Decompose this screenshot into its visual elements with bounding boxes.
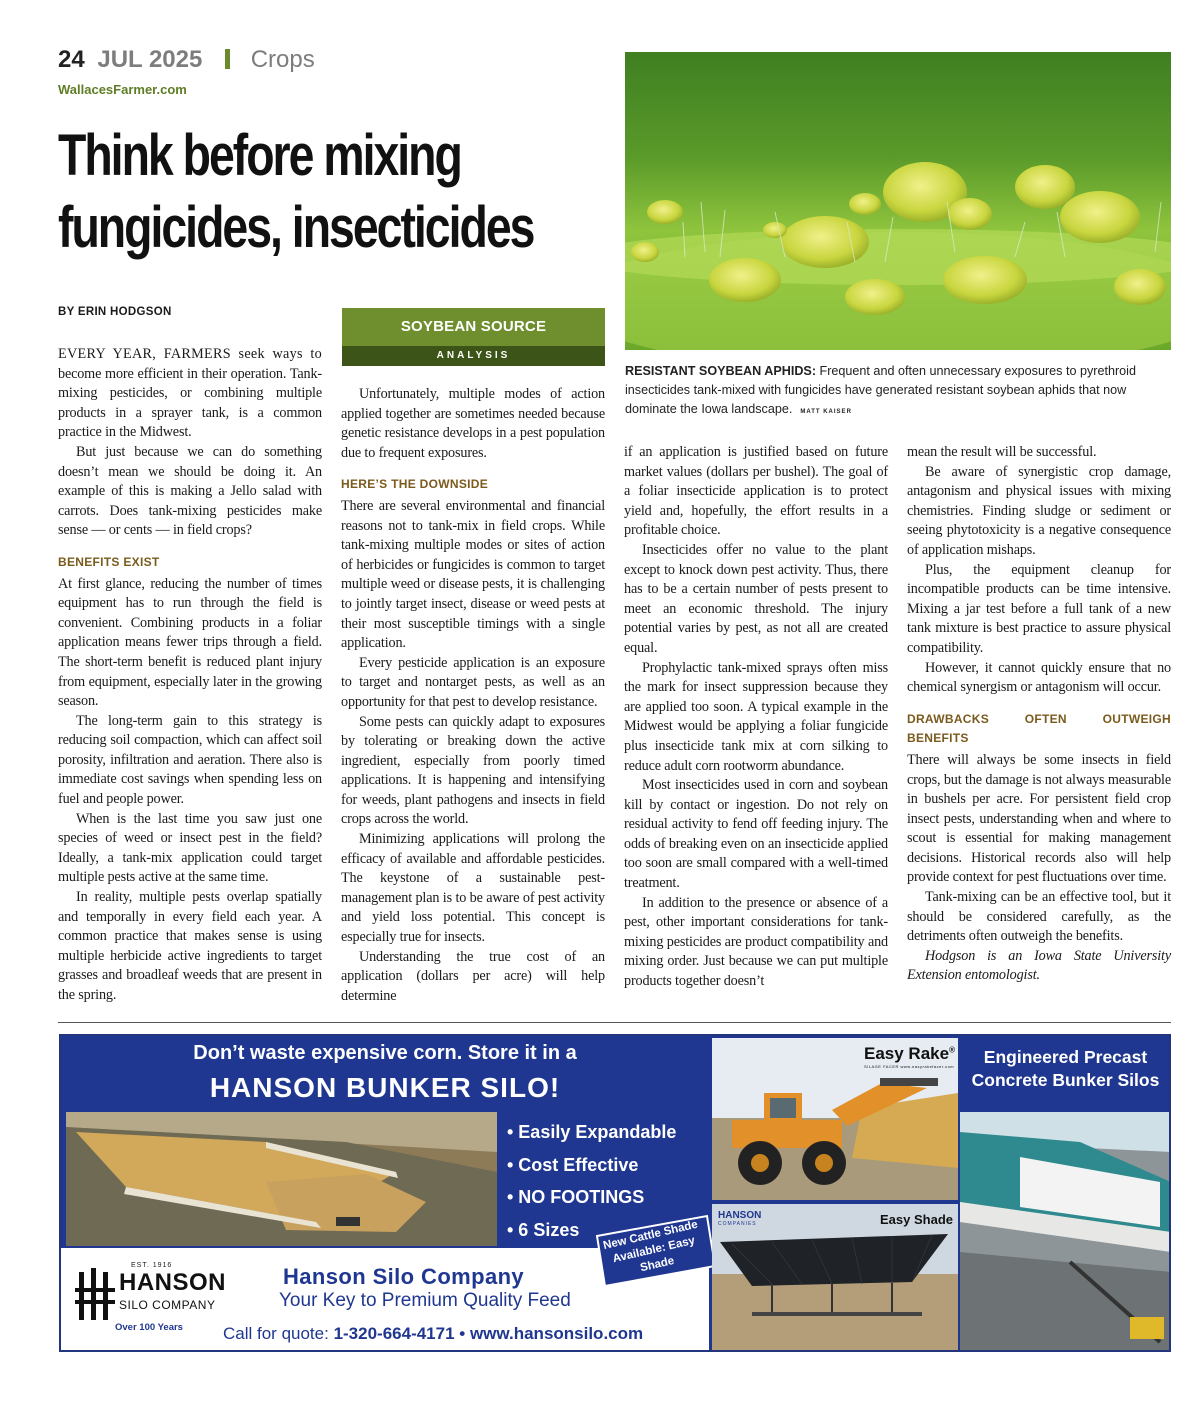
paragraph: Understanding the true cost of an application (dollars per acre) will help determine: [341, 948, 605, 1004]
logo-years: Over 100 Years: [115, 1322, 183, 1333]
paragraph: mean the result will be successful.: [907, 444, 1097, 460]
paragraph: EVERY YEAR, FARMERS seek ways to become more efficient in their operation. Tank-mixing pesticides, or combining multiple products in a sprayer tank, is a common practice in the Midwest.: [58, 346, 322, 441]
photo-caption: [625, 362, 1171, 422]
paragraph: Minimizing applications will prolong the efficacy of available and affordable pesticides. The keystone of a sustainable pest-management plan is to be aware of pest activity and yield loss potential. This concept is especially true for insects.: [341, 831, 605, 946]
precast-silo-photo: [960, 1112, 1171, 1350]
soybean-source-badge: [342, 308, 605, 366]
photo-credit: MATT KAISER: [800, 409, 852, 415]
paragraph: At first glance, reducing the number of times equipment has to run through the field is convenient. Combining products in a foliar application means fewer trips through a field. The short-term benefit is reduced plant injury from equipment, especially later in the growing season.: [58, 575, 322, 710]
ad-middle-panel: [712, 1036, 958, 1350]
paragraph: Some pests can quickly adapt to exposures by tolerating or breaking down the active ingredient, especially from poorly timed applications. It is happening and intensifying for weeds, plant pathogens and insects in field crops across the world.: [341, 713, 605, 828]
issue-date: JUL 2025: [97, 46, 203, 73]
paragraph: When is the last time you saw just one species of weed or insect pest in the field? Ideally, a tank-mix application could target multiple pests active at the same time.: [58, 810, 322, 886]
ad-left-panel: [61, 1036, 709, 1350]
subhead-drawbacks: DRAWBACKS OFTEN OUTWEIGH BENEFITS: [907, 711, 1171, 746]
section-name: Crops: [250, 46, 315, 73]
feature-item: • NO FOOTINGS: [507, 1187, 645, 1207]
call-prefix: Call for quote:: [223, 1324, 334, 1343]
paragraph: However, it cannot quickly ensure that no chemical synergism or antagonism will occur.: [907, 659, 1171, 696]
hanson-logo: [73, 1258, 233, 1350]
feature-item: • Cost Effective: [507, 1154, 639, 1175]
headline: [58, 120, 534, 264]
bunker-silo-photo: [66, 1112, 497, 1246]
cattle-shade-photo: [712, 1204, 958, 1350]
subhead-heres-the-downside: HERE’S THE DOWNSIDE: [341, 477, 489, 492]
paragraph: There are several environmental and financial reasons not to tank-mix in field crops. While tank-mixing multiple modes or sites of action of herbicides or fungicides is common to target multiple weed or disease pests, it is challenging to jointly target insect, disease or weed pests at their most susceptible timings with a single application.: [341, 497, 605, 652]
logo-wordmark: HANSON: [119, 1269, 227, 1296]
paragraph: In reality, multiple pests overlap spatially and temporally in every field each year. A common practice that makes sense is using multiple herbicide active ingredients to target grasses and broadleaf weeds that are present in the spring.: [58, 889, 322, 1003]
separator: •: [454, 1324, 470, 1343]
easy-rake-reg: ®: [949, 1045, 955, 1055]
ad-headline-2: HANSON BUNKER SILO!: [209, 1072, 561, 1103]
paragraph: Insecticides offer no value to the plant except to knock down pest activity. Thus, there has to be a certain number of pests present to meet an economic threshold. The injury potential varies by pest, as not all are created equal.: [624, 541, 888, 656]
paragraph: In addition to the presence or absence of a pest, other important considerations for tank-mixing pesticides are product compatibility and mixing order. Just because we can put multiple products together doesn’t: [624, 894, 888, 990]
caption-lead: RESISTANT SOYBEAN APHIDS:: [625, 364, 817, 378]
ad-headline-1: Don’t waste expensive corn. Store it in a: [193, 1042, 577, 1064]
call-for-quote: [223, 1324, 643, 1344]
page-number: 24: [58, 46, 85, 73]
site-url[interactable]: WallacesFarmer.com: [58, 82, 187, 97]
phone-number[interactable]: 1-320-664-4171: [333, 1324, 455, 1343]
ad-divider-rule: [58, 1022, 1171, 1023]
headline-line-1: Think before mixing: [58, 123, 461, 188]
easy-shade-logo: Easy Shade: [880, 1212, 953, 1227]
article-column-3: [624, 443, 888, 992]
easy-rake-sub: SILAGE FACER www.easyrakefacer.com: [864, 1064, 955, 1069]
caption-text: Frequent and often unnecessary exposures to pyrethroid insecticides tank-mixed with fungicides have generated resistant soybean aphids that now dominate the Iowa landscape.: [625, 364, 1136, 416]
byline: BY ERIN HODGSON: [58, 306, 172, 318]
badge-label: ANALYSIS: [342, 346, 605, 366]
feature-item: • 6 Sizes: [507, 1219, 580, 1240]
page-folio: [58, 46, 315, 74]
hanson-companies-logo: [718, 1210, 761, 1227]
paragraph: But just because we can do something doesn’t mean we should be doing it. An example of this is making a Jello salad with carrots. Does tank-mixing pesticides make sense — or cents — in field crops?: [58, 443, 322, 539]
engineered-heading: Engineered Precast Concrete Bunker Silos: [971, 1047, 1160, 1090]
author-note: Hodgson is an Iowa State University Extension entomologist.: [907, 947, 1171, 984]
paragraph: There will always be some insects in field crops, but the damage is not always measurable in bushels per acre. For persistent field crop insect pests, understanding when and where to scout is essential for making management decisions. Historical records also will help provide context for pest fluctuations over time.: [907, 751, 1171, 886]
feature-item: • Easily Expandable: [507, 1122, 677, 1142]
folio-divider: [225, 49, 230, 69]
headline-line-2: fungicides, insecticides: [58, 195, 534, 260]
paragraph: Prophylactic tank-mixed sprays often miss the mark for insect suppression because they are applied too soon. A typical example in the Midwest would be applying a foliar fungicide plus insecticide tank mix at corn silking to reduce adult corn rootworm abundance.: [624, 659, 888, 774]
website-link[interactable]: www.hansonsilo.com: [469, 1324, 644, 1343]
paragraph: Be aware of synergistic crop damage, antagonism and physical issues with mixing chemistries. Finding sludge or sediment or seeing phytotoxicity is a negative consequence of application mishaps.: [907, 463, 1171, 558]
hanson-companies-sub: COMPANIES: [718, 1221, 757, 1227]
article-column-4: [907, 443, 1171, 986]
logo-subtitle: SILO COMPANY: [119, 1298, 216, 1312]
paragraph: The long-term gain to this strategy is reducing soil compaction, which can affect soil porosity, infiltration and aeration. There also is immediate cost savings when spending less on fuel and people power.: [58, 712, 322, 808]
hanson-companies-word: HANSON: [718, 1210, 762, 1221]
aphid-photo: [625, 52, 1171, 350]
company-tagline: Your Key to Premium Quality Feed: [279, 1290, 571, 1311]
ad-right-panel: [960, 1036, 1171, 1350]
paragraph: Every pesticide application is an exposure to target and nontarget pests, as well as an opportunity for that pest to develop resistance.: [341, 654, 605, 710]
paragraph: if an application is justified based on future market values (dollars per bushel). The goal of a foliar insecticide application is to protect yield and, hopefully, the effort results in a profitable choice.: [624, 444, 888, 539]
silo-logo-icon: [73, 1266, 117, 1326]
easy-rake-logo: [864, 1044, 955, 1069]
paragraph: Most insecticides used in corn and soybean kill by contact or ingestion. Do not rely on residual activity to fend off feeding injury. The odds of breaking even on an insecticide applied too soon are small compared with a well-timed treatment.: [624, 777, 888, 892]
article-column-2: [341, 385, 605, 1006]
easy-rake-word: Easy Rake: [864, 1044, 950, 1063]
paragraph: Unfortunately, multiple modes of action applied together are sometimes needed because genetic resistance develops in a pest population due to frequent exposures.: [341, 386, 605, 461]
wheel-loader-photo: [712, 1038, 958, 1200]
burst-text: New Cattle Shade Available: Easy Shade: [602, 1218, 699, 1275]
hanson-silo-ad[interactable]: [59, 1034, 1171, 1352]
paragraph: Plus, the equipment cleanup for incompatible products can be time intensive. Mixing a jar test before a full tank of a new tank mixture is best practice to assure physical compatibility.: [907, 561, 1171, 656]
logo-est: EST. 1916: [131, 1262, 173, 1269]
article-column-1: [58, 345, 322, 1006]
badge-title: SOYBEAN SOURCE: [342, 308, 605, 346]
company-name: Hanson Silo Company: [283, 1264, 525, 1289]
paragraph: Tank-mixing can be an effective tool, but it should be considered carefully, as the detriments often outweigh the benefits.: [907, 889, 1171, 945]
easy-shade-burst: [591, 1214, 719, 1288]
subhead-benefits-exist: BENEFITS EXIST: [58, 554, 160, 569]
